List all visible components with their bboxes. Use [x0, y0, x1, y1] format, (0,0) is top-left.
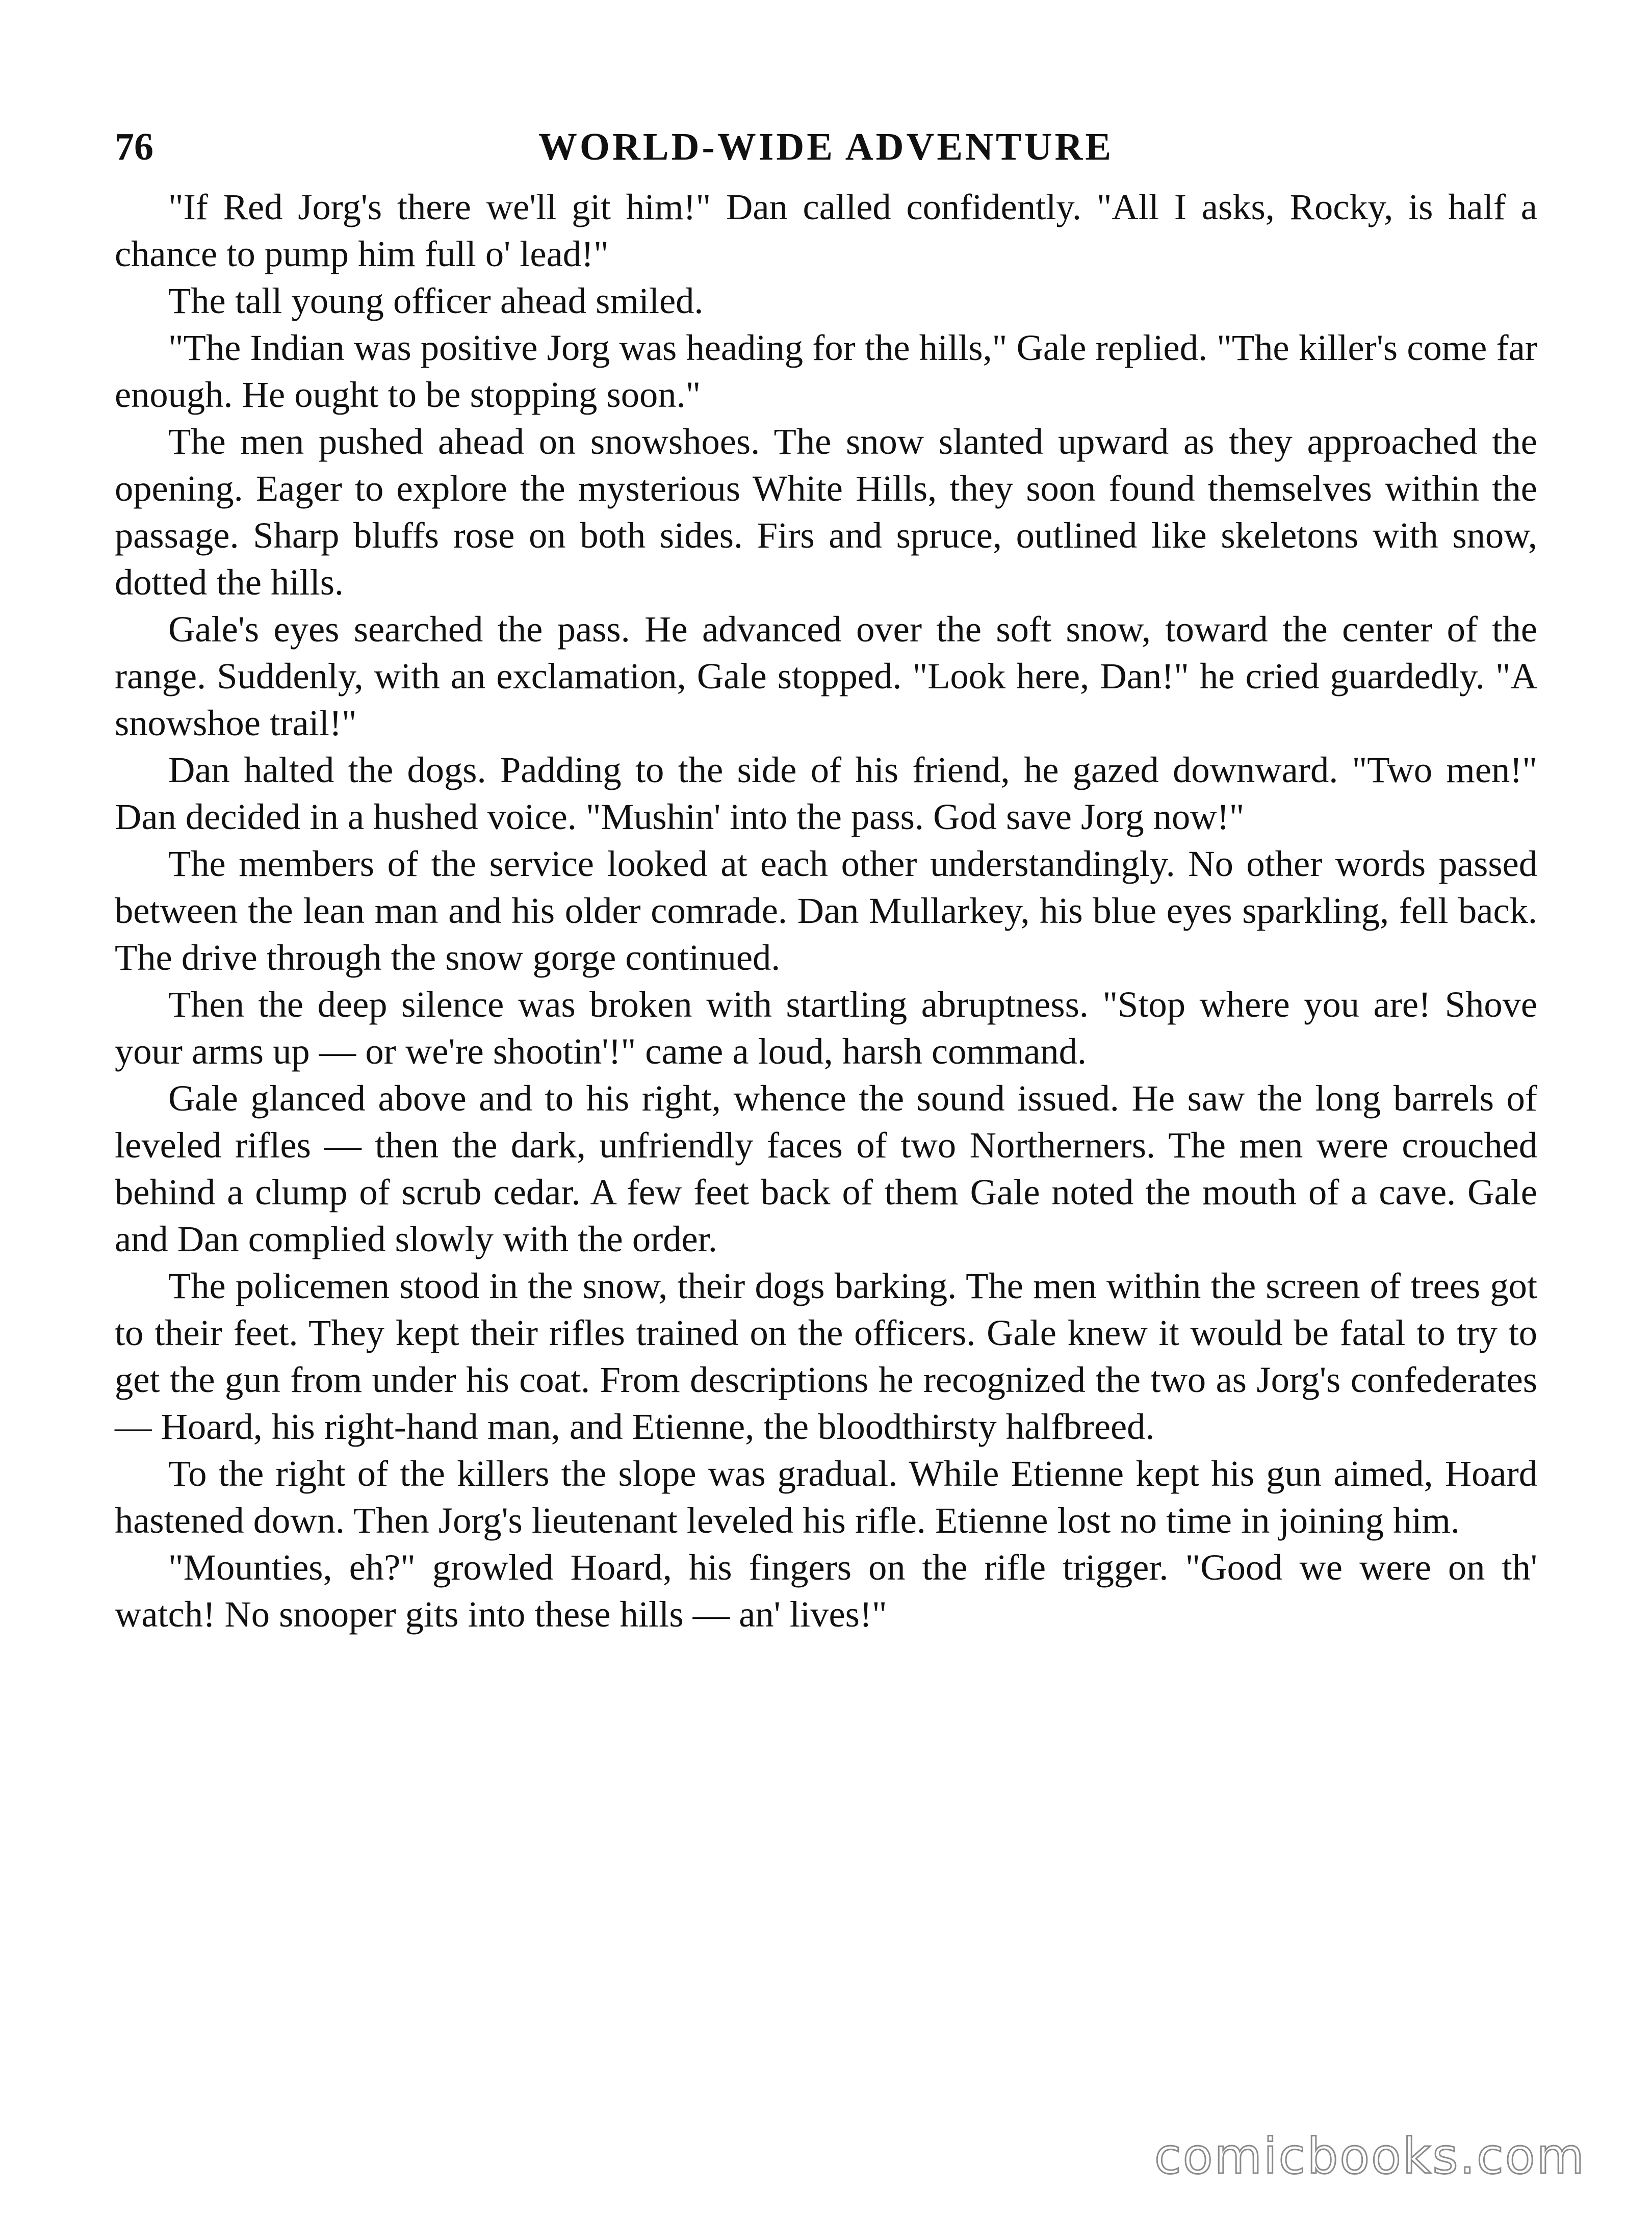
- page-header: [115, 127, 1537, 184]
- paragraph: Gale's eyes searched the pass. He advanced over the soft snow, toward the center of the range. Suddenly, with an exclamation, Gale stopped. "Look here, Dan!" he cried guardedly. "A snowshoe trail!": [115, 608, 1537, 743]
- paragraph: Gale glanced above and to his right, whence the sound issued. He saw the long barrels of leveled rifles — then the dark, unfriendly faces of two Northerners. The men were crouched behind a clump of scrub cedar. A few feet back of them Gale noted the mouth of a cave. Gale and Dan complied slowly with the order.: [115, 1077, 1537, 1259]
- paragraph: To the right of the killers the slope was gradual. While Etienne kept his gun aimed, Hoard hastened down. Then Jorg's lieutenant leveled his rifle. Etienne lost no time in joining him.: [115, 1453, 1537, 1541]
- page-number: 76: [115, 125, 153, 168]
- paragraph: The tall young officer ahead smiled.: [168, 280, 704, 321]
- paragraph: The members of the service looked at each other understandingly. No other words passed between the lean man and his older comrade. Dan Mullarkey, his blue eyes sparkling, fell back. The drive through the snow gorge continued.: [115, 843, 1537, 978]
- paragraph: "Mounties, eh?" growled Hoard, his fingers on the rifle trigger. "Good we were on th' watch! No snooper gits into these hills — an' lives!": [115, 1546, 1537, 1635]
- paragraph: "The Indian was positive Jorg was heading for the hills," Gale replied. "The killer's come far enough. He ought to be stopping soon.": [115, 327, 1537, 415]
- paragraph: The men pushed ahead on snowshoes. The snow slanted upward as they approached the opening. Eager to explore the mysterious White Hills, they soon found themselves within the passage. Sharp bluffs rose on both sides. Firs and spruce, outlined like skeletons with snow, dotted the hills.: [115, 421, 1537, 603]
- paragraph: Then the deep silence was broken with startling abruptness. "Stop where you are! Shove your arms up — or we're shootin'!" came a loud, harsh command.: [115, 984, 1537, 1072]
- body-text: [115, 184, 1537, 1638]
- paragraph: Dan halted the dogs. Padding to the side of his friend, he gazed downward. "Two men!" Dan decided in a hushed voice. "Mushin' into the pass. God save Jorg now!": [115, 749, 1537, 837]
- running-head: WORLD-WIDE ADVENTURE: [538, 125, 1114, 168]
- watermark: comicbooks.com: [1154, 2128, 1586, 2185]
- book-page: [115, 127, 1537, 1638]
- paragraph: The policemen stood in the snow, their dogs barking. The men within the screen of trees got to their feet. They kept their rifles trained on the officers. Gale knew it would be fatal to try to get the gun from under his coat. From descriptions he recognized the two as Jorg's confederates — Hoard, his right-hand man, and Etienne, the bloodthirsty halfbreed.: [115, 1265, 1537, 1447]
- paragraph: "If Red Jorg's there we'll git him!" Dan called confidently. "All I asks, Rocky, is half a chance to pump him full o' lead!": [115, 186, 1537, 274]
